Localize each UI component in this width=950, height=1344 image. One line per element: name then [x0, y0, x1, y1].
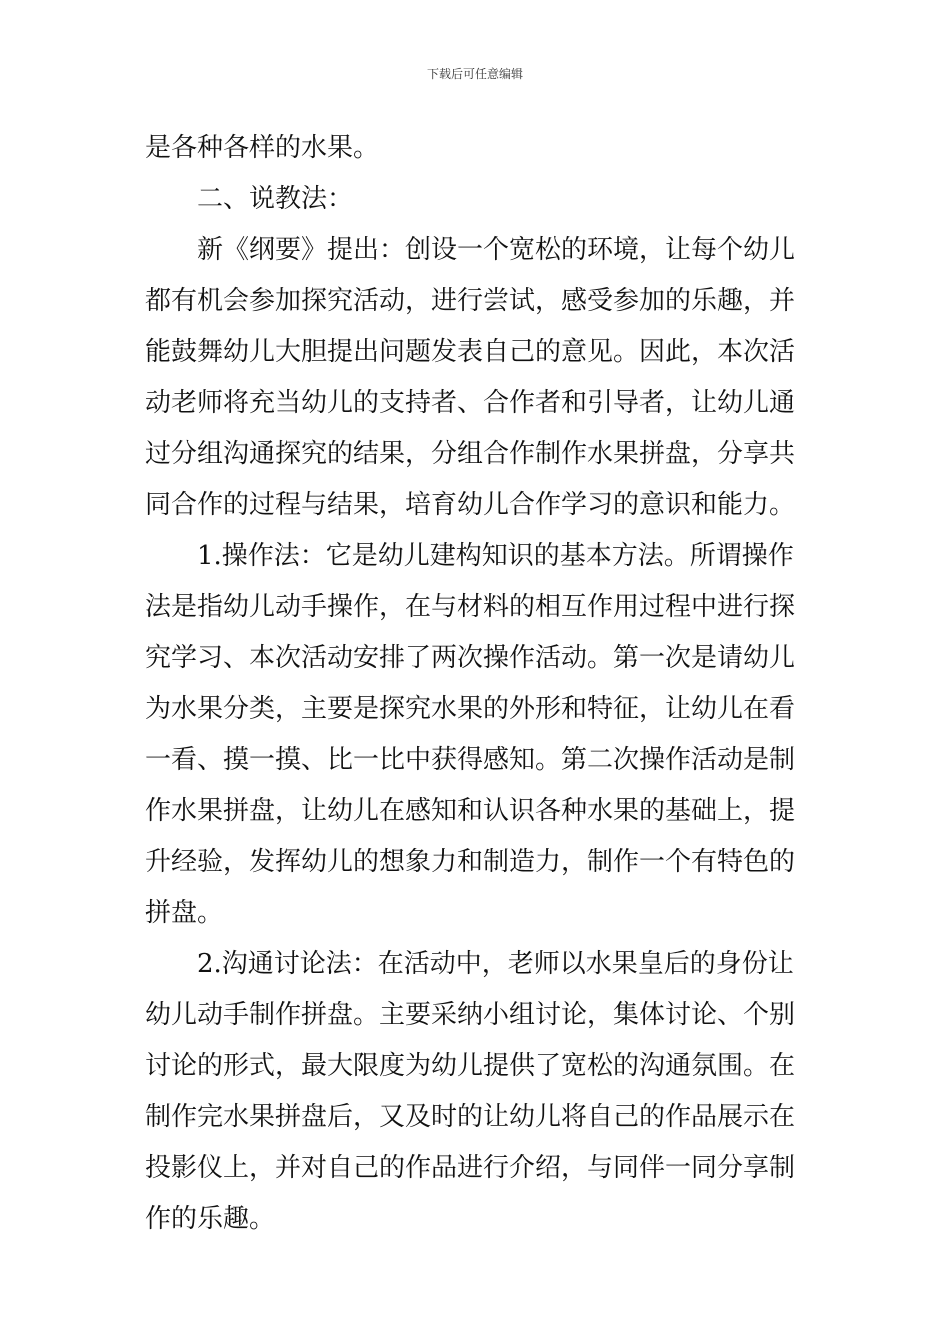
- text-line: 新《纲要》提出：创设一个宽松的环境，让每个幼儿: [197, 235, 796, 265]
- text-line: 法是指幼儿动手操作，在与材料的相互作用过程中进行探: [145, 592, 796, 622]
- text-line: 是各种各样的水果。: [145, 133, 380, 163]
- text-line: 讨论的形式，最大限度为幼儿提供了宽松的沟通氛围。在: [145, 1051, 796, 1081]
- text-line: 幼儿动手制作拼盘。主要采纳小组讨论，集体讨论、个别: [145, 1000, 796, 1030]
- text-line: 动老师将充当幼儿的支持者、合作者和引导者，让幼儿通: [145, 388, 796, 418]
- text-line: 制作完水果拼盘后，又及时的让幼儿将自己的作品展示在: [145, 1102, 796, 1132]
- text-line: 投影仪上，并对自己的作品进行介绍，与同伴一同分享制: [145, 1153, 796, 1183]
- text-line: 一看、摸一摸、比一比中获得感知。第二次操作活动是制: [145, 745, 796, 775]
- text-line: 升经验，发挥幼儿的想象力和制造力，制作一个有特色的: [145, 847, 796, 877]
- text-line: 同合作的过程与结果，培育幼儿合作学习的意识和能力。: [145, 490, 796, 520]
- text-line: 过分组沟通探究的结果，分组合作制作水果拼盘，分享共: [145, 439, 796, 469]
- text-line: 拼盘。: [145, 898, 224, 928]
- page-header-note: 下载后可任意编辑: [426, 67, 523, 81]
- text-line: 2.沟通讨论法：在活动中，老师以水果皇后的身份让: [197, 949, 794, 979]
- text-line: 能鼓舞幼儿大胆提出问题发表自己的意见。因此，本次活: [145, 337, 796, 367]
- text-line: 作的乐趣。: [145, 1204, 276, 1234]
- text-line: 1.操作法：它是幼儿建构知识的基本方法。所谓操作: [197, 541, 794, 571]
- text-line: 究学习、本次活动安排了两次操作活动。第一次是请幼儿: [145, 643, 796, 673]
- document-body: [145, 123, 810, 1245]
- text-line: 都有机会参加探究活动，进行尝试，感受参加的乐趣，并: [145, 286, 796, 316]
- text-line: 为水果分类，主要是探究水果的外形和特征，让幼儿在看: [145, 694, 796, 724]
- text-line: 作水果拼盘，让幼儿在感知和认识各种水果的基础上，提: [145, 796, 796, 826]
- section-heading: 二、说教法：: [197, 184, 354, 214]
